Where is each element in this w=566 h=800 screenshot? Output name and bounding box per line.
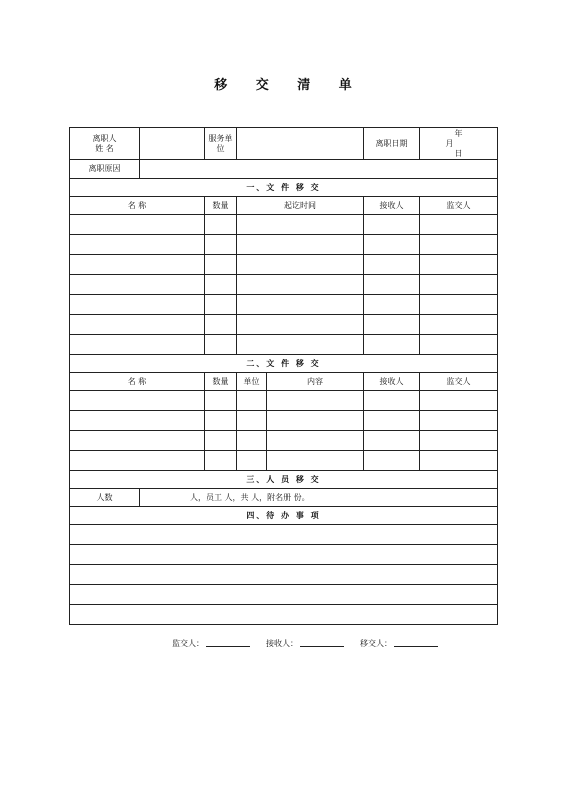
table-row xyxy=(70,275,498,295)
table-row xyxy=(70,391,498,411)
s1-name-cell[interactable] xyxy=(70,295,205,315)
s2-content-cell[interactable] xyxy=(267,411,364,431)
s1-receiver-cell[interactable] xyxy=(364,235,420,255)
table-row xyxy=(70,255,498,275)
s2-supervisor-cell[interactable] xyxy=(420,451,498,471)
receiver-signature-line[interactable] xyxy=(300,638,344,647)
todo-row-field[interactable] xyxy=(70,525,498,545)
s2-receiver-cell[interactable] xyxy=(364,411,420,431)
s1-qty-cell[interactable] xyxy=(205,235,237,255)
list-item xyxy=(70,585,498,605)
staff-count-field[interactable]: 人，员工 人，共 人，附名册 份。 xyxy=(140,489,498,507)
s1-receiver-cell[interactable] xyxy=(364,315,420,335)
s1-receiver-cell[interactable] xyxy=(364,215,420,235)
staff-count-label: 人数 xyxy=(70,489,140,507)
s2-supervisor-cell[interactable] xyxy=(420,391,498,411)
list-item xyxy=(70,605,498,625)
s1-name-cell[interactable] xyxy=(70,275,205,295)
s1-period-cell[interactable] xyxy=(237,235,364,255)
s2-content-cell[interactable] xyxy=(267,451,364,471)
handover-signature-line[interactable] xyxy=(394,638,438,647)
s2-col-content: 内容 xyxy=(267,373,364,391)
todo-row-field[interactable] xyxy=(70,565,498,585)
leave-reason-field[interactable] xyxy=(140,160,498,179)
s1-col-period: 起讫时间 xyxy=(237,197,364,215)
handover-signature[interactable] xyxy=(360,638,438,649)
s2-supervisor-cell[interactable] xyxy=(420,431,498,451)
s1-supervisor-cell[interactable] xyxy=(420,255,498,275)
s1-qty-cell[interactable] xyxy=(205,295,237,315)
s1-supervisor-cell[interactable] xyxy=(420,315,498,335)
s2-name-cell[interactable] xyxy=(70,411,205,431)
s2-col-name: 名 称 xyxy=(70,373,205,391)
s1-period-cell[interactable] xyxy=(237,315,364,335)
s1-receiver-cell[interactable] xyxy=(364,335,420,355)
s1-name-cell[interactable] xyxy=(70,215,205,235)
page-title: 移 交 清 单 xyxy=(214,78,364,93)
leave-reason-label: 离职原因 xyxy=(70,160,140,179)
s2-col-supervisor: 监交人 xyxy=(420,373,498,391)
table-row xyxy=(70,215,498,235)
s2-col-receiver: 接收人 xyxy=(364,373,420,391)
handover-signature-label: 移交人： xyxy=(360,639,392,648)
handover-form-table xyxy=(69,127,498,625)
s1-qty-cell[interactable] xyxy=(205,215,237,235)
s2-qty-cell[interactable] xyxy=(205,451,237,471)
s1-supervisor-cell[interactable] xyxy=(420,215,498,235)
s1-receiver-cell[interactable] xyxy=(364,275,420,295)
leave-date-label: 离职日期 xyxy=(364,128,420,160)
table-row xyxy=(70,335,498,355)
s1-supervisor-cell[interactable] xyxy=(420,335,498,355)
todo-row-field[interactable] xyxy=(70,605,498,625)
section3-title: 三、人 员 移 交 xyxy=(70,471,498,489)
todo-row-field[interactable] xyxy=(70,585,498,605)
s1-name-cell[interactable] xyxy=(70,235,205,255)
table-row xyxy=(70,295,498,315)
s2-qty-cell[interactable] xyxy=(205,431,237,451)
s1-col-qty: 数量 xyxy=(205,197,237,215)
s1-supervisor-cell[interactable] xyxy=(420,295,498,315)
s1-qty-cell[interactable] xyxy=(205,335,237,355)
s2-name-cell[interactable] xyxy=(70,431,205,451)
s1-qty-cell[interactable] xyxy=(205,255,237,275)
receiver-signature-label: 接收人： xyxy=(266,639,298,648)
receiver-signature[interactable] xyxy=(266,638,344,649)
s2-receiver-cell[interactable] xyxy=(364,451,420,471)
list-item xyxy=(70,525,498,545)
s1-period-cell[interactable] xyxy=(237,255,364,275)
list-item xyxy=(70,545,498,565)
s1-period-cell[interactable] xyxy=(237,275,364,295)
s1-receiver-cell[interactable] xyxy=(364,255,420,275)
s1-period-cell[interactable] xyxy=(237,295,364,315)
s2-supervisor-cell[interactable] xyxy=(420,411,498,431)
list-item xyxy=(70,565,498,585)
s2-content-cell[interactable] xyxy=(267,391,364,411)
s1-period-cell[interactable] xyxy=(237,215,364,235)
s2-content-cell[interactable] xyxy=(267,431,364,451)
s1-name-cell[interactable] xyxy=(70,315,205,335)
section4-title: 四、待 办 事 项 xyxy=(70,507,498,525)
s2-qty-cell[interactable] xyxy=(205,391,237,411)
table-row xyxy=(70,451,498,471)
s2-name-cell[interactable] xyxy=(70,391,205,411)
s2-unit-cell[interactable] xyxy=(237,411,267,431)
s1-col-supervisor: 监交人 xyxy=(420,197,498,215)
section2-title: 二、文 件 移 交 xyxy=(70,355,498,373)
s1-receiver-cell[interactable] xyxy=(364,295,420,315)
supervisor-signature[interactable] xyxy=(172,638,250,649)
supervisor-signature-label: 监交人： xyxy=(172,639,204,648)
s2-name-cell[interactable] xyxy=(70,451,205,471)
s1-col-name: 名 称 xyxy=(70,197,205,215)
s1-supervisor-cell[interactable] xyxy=(420,235,498,255)
s2-unit-cell[interactable] xyxy=(237,431,267,451)
s1-period-cell[interactable] xyxy=(237,335,364,355)
todo-row-field[interactable] xyxy=(70,545,498,565)
s1-qty-cell[interactable] xyxy=(205,315,237,335)
table-row xyxy=(70,315,498,335)
s2-col-unit: 单位 xyxy=(237,373,267,391)
s2-receiver-cell[interactable] xyxy=(364,391,420,411)
s2-unit-cell[interactable] xyxy=(237,451,267,471)
name-field[interactable] xyxy=(140,128,205,160)
s2-receiver-cell[interactable] xyxy=(364,431,420,451)
s1-name-cell[interactable] xyxy=(70,335,205,355)
table-row xyxy=(70,431,498,451)
service-unit-label: 服务单 位 xyxy=(205,128,237,160)
s2-unit-cell[interactable] xyxy=(237,391,267,411)
s1-col-receiver: 接收人 xyxy=(364,197,420,215)
table-row xyxy=(70,411,498,431)
supervisor-signature-line[interactable] xyxy=(206,638,250,647)
s1-supervisor-cell[interactable] xyxy=(420,275,498,295)
s1-qty-cell[interactable] xyxy=(205,275,237,295)
s2-col-qty: 数量 xyxy=(205,373,237,391)
table-row xyxy=(70,235,498,255)
section1-title: 一、文 件 移 交 xyxy=(70,179,498,197)
service-unit-field[interactable] xyxy=(237,128,364,160)
leave-date-field[interactable]: 年 月 日 xyxy=(420,128,498,160)
s1-name-cell[interactable] xyxy=(70,255,205,275)
s2-qty-cell[interactable] xyxy=(205,411,237,431)
name-label: 离职人 姓 名 xyxy=(70,128,140,160)
